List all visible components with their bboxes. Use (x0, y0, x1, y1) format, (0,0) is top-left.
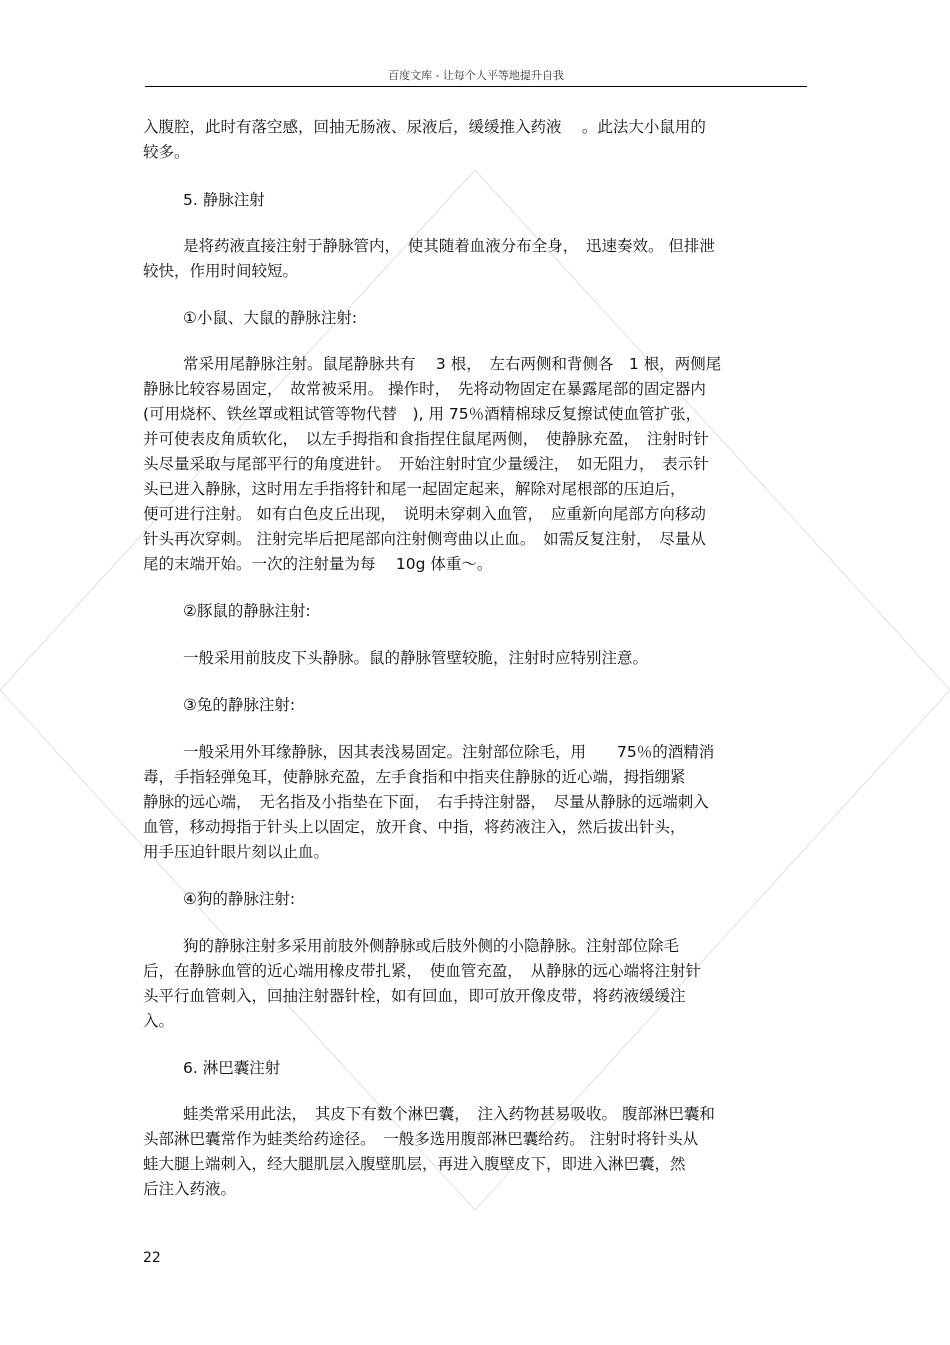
paragraph-rat-mouse (143, 352, 808, 577)
text-line: 后注入药液。 (143, 1180, 237, 1198)
document-body (143, 115, 808, 1202)
text-line: 头部淋巴囊常作为蛙类给药途径。 一般多选用腹部淋巴囊给药。 注射时将针头从 (143, 1130, 699, 1148)
text-line: 后，在静脉血管的近心端用橡皮带扎紧， 使血管充盈， 从静脉的远心端将注射针 (143, 962, 702, 980)
text-line: 尾的末端开始。一次的注射量为每 10g 体重～。 (143, 555, 493, 573)
subheading-guinea-pig: ②豚鼠的静脉注射: (183, 602, 311, 620)
paragraph-guinea-pig (143, 646, 808, 671)
subheading-rabbit: ③兔的静脉注射: (183, 696, 296, 714)
paragraph-lymph-sac (143, 1102, 808, 1202)
text-line: 较快，作用时间较短。 (143, 262, 299, 280)
text-line: (可用烧杯、铁丝罩或粗试管等物代替 ), 用 75％酒精棉球反复擦试使血管扩张， (143, 405, 702, 423)
subheading-rat-mouse: ①小鼠、大鼠的静脉注射: (183, 309, 358, 327)
page-header (145, 64, 807, 87)
section-heading-lymph-sac: 6. 淋巴囊注射 (183, 1059, 281, 1077)
text-line: 用手压迫针眼片刻以止血。 (143, 843, 330, 861)
text-line: 一般采用外耳缘静脉，因其表浅易固定。注射部位除毛，用 75％的酒精消 (183, 743, 715, 761)
text-line: 血管，移动拇指于针头上以固定，放开食、中指，将药液注入，然后拔出针头， (143, 818, 686, 836)
text-line: 头已进入静脉，这时用左手指将针和尾一起固定起来，解除对尾根部的压迫后， (143, 480, 686, 498)
text-line: 静脉的远心端， 无名指及小指垫在下面， 右手持注射器， 尽量从静脉的远端刺入 (143, 793, 709, 811)
text-line: 头平行血管刺入，回抽注射器针栓，如有回血，即可放开像皮带，将药液缓缓注 (143, 987, 686, 1005)
paragraph-rabbit (143, 740, 808, 865)
text-line: 狗的静脉注射多采用前肢外侧静脉或后肢外侧的小隐静脉。注射部位除毛 (183, 937, 680, 955)
text-line: 蛙大腿上端刺入，经大腿肌层入腹壁肌层，再进入腹壁皮下，即进入淋巴囊，然 (143, 1155, 686, 1173)
text-line: 较多。 (143, 143, 190, 161)
subheading-dog: ④狗的静脉注射: (183, 890, 296, 908)
paragraph-intravenous-intro (143, 234, 808, 284)
page-number: 22 (143, 1250, 161, 1266)
text-line: 一般采用前肢皮下头静脉。鼠的静脉管壁较脆，注射时应特别注意。 (183, 649, 649, 667)
header-title: 百度文库 - 让每个人平等地提升自我 (388, 69, 564, 82)
paragraph-intraperitoneal-end (143, 115, 808, 165)
text-line: 头尽量采取与尾部平行的角度进针。 开始注射时宜少量缓注， 如无阻力， 表示针 (143, 455, 709, 473)
text-line: 蛙类常采用此法， 其皮下有数个淋巴囊， 注入药物甚易吸收。 腹部淋巴囊和 (183, 1105, 715, 1123)
paragraph-dog (143, 934, 808, 1034)
text-line: 静脉比较容易固定， 故常被采用。 操作时， 先将动物固定在暴露尾部的固定器内 (143, 380, 706, 398)
section-heading-intravenous: 5. 静脉注射 (183, 191, 265, 209)
text-line: 入。 (143, 1012, 175, 1030)
text-line: 是将药液直接注射于静脉管内， 使其随着血液分布全身， 迅速奏效。 但排泄 (183, 237, 715, 255)
text-line: 入腹腔，此时有落空感，回抽无肠液、尿液后，缓缓推入药液 。此法大小鼠用的 (143, 118, 706, 136)
text-line: 便可进行注射。 如有白色皮丘出现， 说明未穿刺入血管， 应重新向尾部方向移动 (143, 505, 706, 523)
text-line: 针头再次穿刺。 注射完毕后把尾部向注射侧弯曲以止血。 如需反复注射， 尽量从 (143, 530, 706, 548)
text-line: 并可使表皮角质软化， 以左手拇指和食指捏住鼠尾两侧， 使静脉充盈， 注射时针 (143, 430, 709, 448)
text-line: 常采用尾静脉注射。鼠尾静脉共有 3 根， 左右两侧和背侧各 1 根，两侧尾 (183, 355, 722, 373)
text-line: 毒，手指轻弹兔耳，使静脉充盈，左手食指和中指夹住静脉的近心端，拇指绷紧 (143, 768, 686, 786)
